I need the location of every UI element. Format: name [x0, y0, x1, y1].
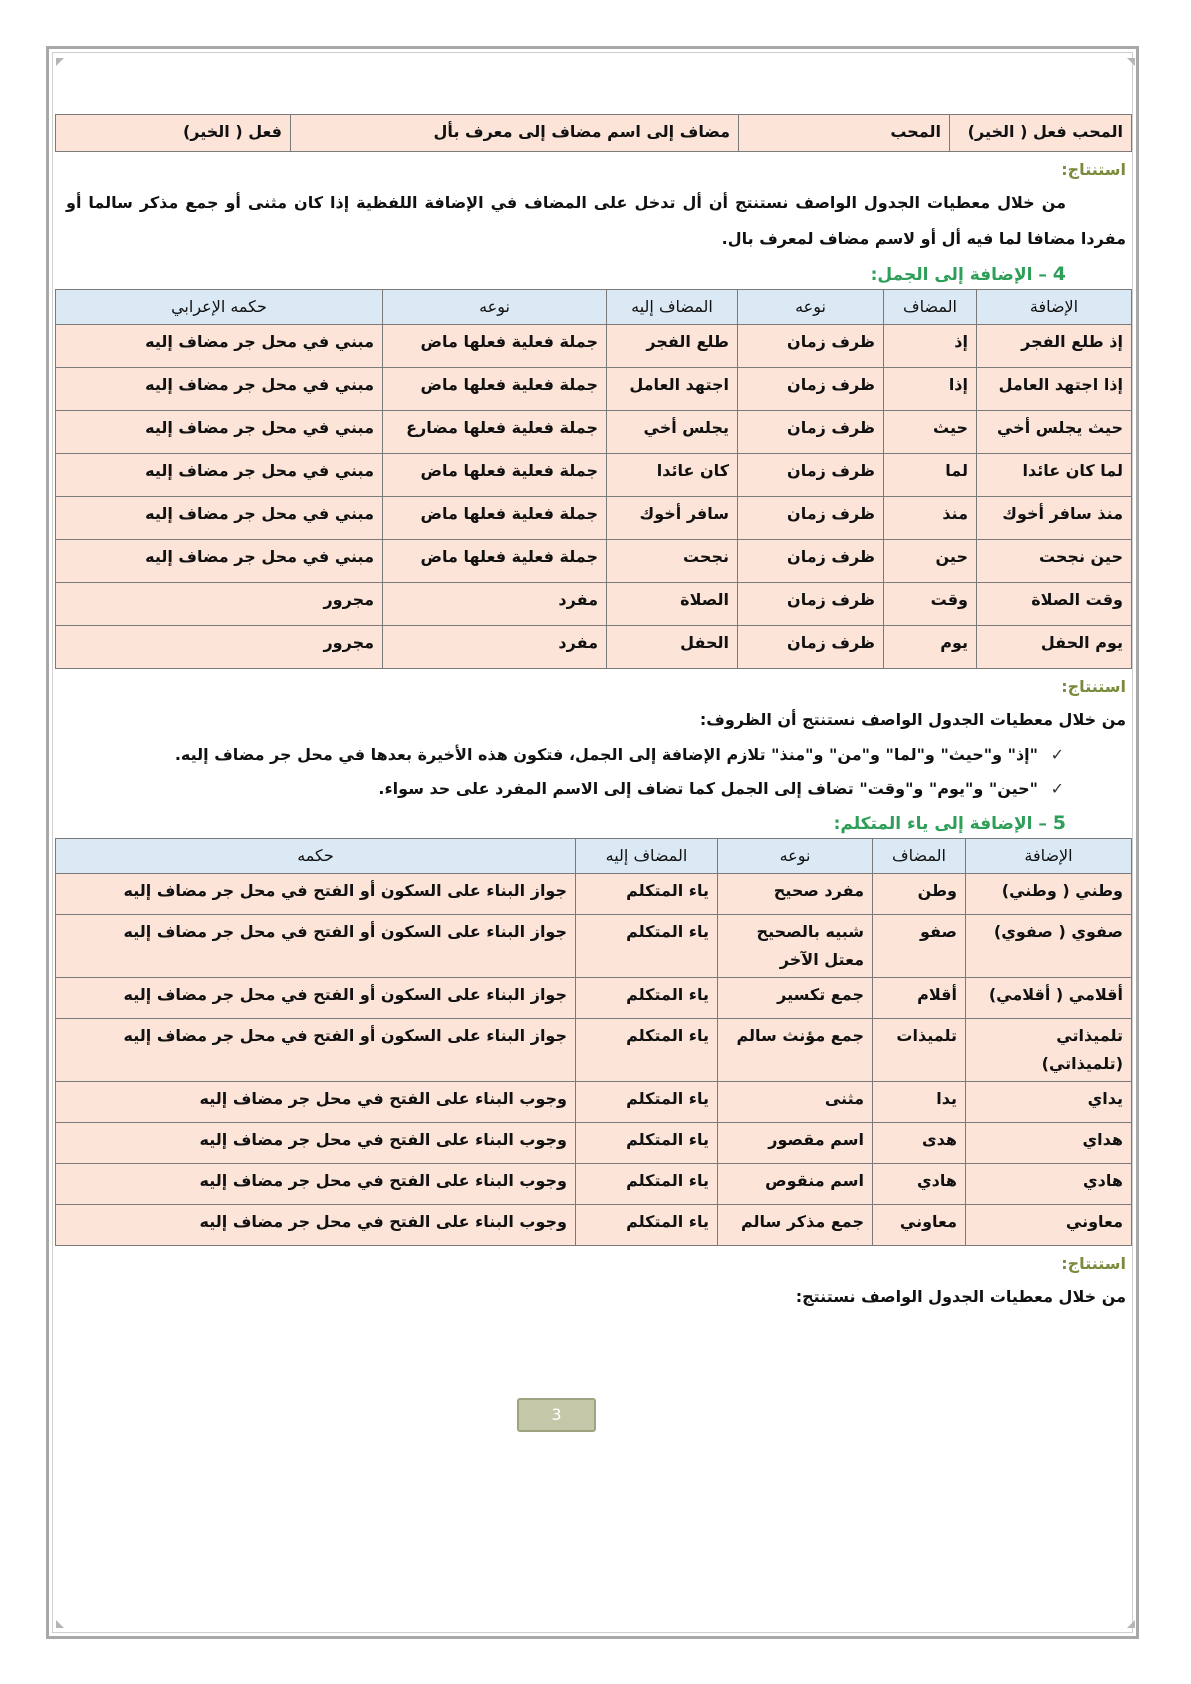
section-heading: [56, 812, 1066, 834]
table-cell: وقت الصلاة: [977, 583, 1132, 626]
table-cell: جملة فعلية فعلها ماض: [383, 497, 607, 540]
table-cell: جملة فعلية فعلها مضارع: [383, 411, 607, 454]
conclusion-intro: من خلال معطيات الجدول الواصف نستنتج أن الظروف:: [699, 710, 1126, 729]
table-row: [56, 411, 1132, 454]
column-header: المضاف إليه: [607, 290, 738, 325]
table-cell: ظرف زمان: [738, 454, 884, 497]
table-row: [56, 1123, 1132, 1164]
table-cell: مبني في محل جر مضاف إليه: [56, 497, 383, 540]
section-heading: [56, 263, 1066, 285]
table-cell: حين نجحت: [977, 540, 1132, 583]
table-cell: مبني في محل جر مضاف إليه: [56, 454, 383, 497]
table-cell: مبني في محل جر مضاف إليه: [56, 325, 383, 368]
table-cell: وقت: [884, 583, 977, 626]
table-cell: اسم منقوص: [718, 1164, 873, 1205]
table-cell: الصلاة: [607, 583, 738, 626]
table-cell: مفرد: [383, 626, 607, 669]
table-cell: معاوني: [966, 1205, 1132, 1246]
column-header: الإضافة: [977, 290, 1132, 325]
check-icon: ✓: [1050, 779, 1064, 798]
table-cell: هادي: [873, 1164, 966, 1205]
table-row: [56, 583, 1132, 626]
table-cell: تلميذاتي (تلميذاتي): [966, 1019, 1132, 1082]
table-cell: تلميذات: [873, 1019, 966, 1082]
table-cell: يجلس أخي: [607, 411, 738, 454]
conclusion-label: استنتاج:: [1061, 677, 1126, 696]
column-header: حكمه: [56, 839, 576, 874]
table-cell: مبني في محل جر مضاف إليه: [56, 368, 383, 411]
table-row: [56, 1082, 1132, 1123]
table-cell: شبيه بالصحيح معتل الآخر: [718, 915, 873, 978]
table-row: [56, 1205, 1132, 1246]
table-cell: ظرف زمان: [738, 325, 884, 368]
table-cell: المحب فعل ( الخير): [950, 115, 1132, 152]
table-cell: طلع الفجر: [607, 325, 738, 368]
table-cell: منذ سافر أخوك: [977, 497, 1132, 540]
table-row: [56, 115, 1132, 152]
table-cell: اسم مقصور: [718, 1123, 873, 1164]
table-cell: مضاف إلى اسم مضاف إلى معرف بأل: [291, 115, 739, 152]
corner-ornament: [56, 1620, 64, 1628]
table-cell: مجرور: [56, 626, 383, 669]
table-row: [56, 874, 1132, 915]
table-cell: صفوي ( صفوي): [966, 915, 1132, 978]
table-cell: يدا: [873, 1082, 966, 1123]
table-cell: ظرف زمان: [738, 411, 884, 454]
bullet-point: [56, 738, 1064, 772]
table-cell: لما كان عائدا: [977, 454, 1132, 497]
bullet-text: "إذ" و"حيث" و"لما" و"من" و"منذ" تلازم الإضافة إلى الجمل، فتكون هذه الأخيرة بعدها في محل جر مضاف إليه.: [174, 745, 1038, 764]
table-header-row: [56, 290, 1132, 325]
corner-ornament: [1127, 58, 1135, 66]
table-cell: لما: [884, 454, 977, 497]
table-cell: جملة فعلية فعلها ماض: [383, 368, 607, 411]
column-header: المضاف: [873, 839, 966, 874]
table-cell: وجوب البناء على الفتح في محل جر مضاف إليه: [56, 1205, 576, 1246]
table-idafa-ya-mutakallim: [55, 838, 1132, 1246]
table-row: [56, 454, 1132, 497]
bullet-point: [56, 772, 1064, 806]
table-cell: مفرد: [383, 583, 607, 626]
table-cell: ظرف زمان: [738, 540, 884, 583]
table-row: [56, 1019, 1132, 1082]
conclusion-label: استنتاج:: [1061, 1254, 1126, 1273]
table-cell: جمع مؤنث سالم: [718, 1019, 873, 1082]
table-cell: منذ: [884, 497, 977, 540]
table-cell: إذا: [884, 368, 977, 411]
table-cell: وجوب البناء على الفتح في محل جر مضاف إليه: [56, 1164, 576, 1205]
table-cell: جملة فعلية فعلها ماض: [383, 325, 607, 368]
table-cell: أقلامي ( أقلامي): [966, 978, 1132, 1019]
table-row: [56, 1164, 1132, 1205]
table-cell: نجحت: [607, 540, 738, 583]
table-cell: ياء المتكلم: [576, 1019, 718, 1082]
table-cell: كان عائدا: [607, 454, 738, 497]
table-cell: جواز البناء على السكون أو الفتح في محل جر مضاف إليه: [56, 874, 576, 915]
table-cell: ياء المتكلم: [576, 1164, 718, 1205]
table-cell: جملة فعلية فعلها ماض: [383, 454, 607, 497]
table-cell: ياء المتكلم: [576, 874, 718, 915]
table-cell: مفرد صحيح: [718, 874, 873, 915]
table-cell: جمع تكسير: [718, 978, 873, 1019]
table-cell: وطن: [873, 874, 966, 915]
table-row: [56, 978, 1132, 1019]
table-cell: إذا اجتهد العامل: [977, 368, 1132, 411]
table-cell: وجوب البناء على الفتح في محل جر مضاف إليه: [56, 1082, 576, 1123]
table-row: [56, 540, 1132, 583]
column-header: نوعه: [718, 839, 873, 874]
table-cell: يوم الحفل: [977, 626, 1132, 669]
table-cell: فعل ( الخير): [56, 115, 291, 152]
table-cell: ظرف زمان: [738, 497, 884, 540]
table-cell: حين: [884, 540, 977, 583]
table-cell: ظرف زمان: [738, 368, 884, 411]
page-content: [56, 114, 1132, 1315]
table-cell: يوم: [884, 626, 977, 669]
page-number: 3: [517, 1398, 596, 1432]
section-title: – الإضافة إلى ياء المتكلم:: [833, 814, 1047, 834]
table-cell: ظرف زمان: [738, 626, 884, 669]
table-cell: إذ طلع الفجر: [977, 325, 1132, 368]
table-cell: صفو: [873, 915, 966, 978]
table-cell: جواز البناء على السكون أو الفتح في محل جر مضاف إليه: [56, 978, 576, 1019]
corner-ornament: [1127, 1620, 1135, 1628]
table-lafdhiya-tail: [55, 114, 1132, 152]
section-number: 4: [1052, 263, 1066, 285]
column-header: نوعه: [383, 290, 607, 325]
table-header-row: [56, 839, 1132, 874]
table-cell: جواز البناء على السكون أو الفتح في محل جر مضاف إليه: [56, 1019, 576, 1082]
table-cell: إذ: [884, 325, 977, 368]
column-header: حكمه الإعرابي: [56, 290, 383, 325]
table-cell: ياء المتكلم: [576, 1082, 718, 1123]
table-cell: جملة فعلية فعلها ماض: [383, 540, 607, 583]
section-number: 5: [1052, 812, 1066, 834]
section-title: – الإضافة إلى الجمل:: [870, 265, 1047, 285]
table-cell: ياء المتكلم: [576, 1205, 718, 1246]
table-cell: مبني في محل جر مضاف إليه: [56, 540, 383, 583]
table-cell: ظرف زمان: [738, 583, 884, 626]
table-cell: هداي: [966, 1123, 1132, 1164]
table-cell: ياء المتكلم: [576, 978, 718, 1019]
table-cell: المحب: [739, 115, 950, 152]
table-cell: سافر أخوك: [607, 497, 738, 540]
table-cell: وجوب البناء على الفتح في محل جر مضاف إليه: [56, 1123, 576, 1164]
column-header: الإضافة: [966, 839, 1132, 874]
corner-ornament: [56, 58, 64, 66]
conclusion-paragraph: من خلال معطيات الجدول الواصف نستنتج أن أل تدخل على المضاف في الإضافة اللفظية إذا كان مثنى أو جمع مذكر سالما أو مفردا مضافا لما فيه أل أو لاسم مضاف لمعرف بال.: [66, 193, 1126, 248]
conclusion-intro: من خلال معطيات الجدول الواصف نستنتج:: [795, 1287, 1126, 1306]
column-header: المضاف إليه: [576, 839, 718, 874]
table-cell: جمع مذكر سالم: [718, 1205, 873, 1246]
bullet-text: "حين" و"يوم" و"وقت" تضاف إلى الجمل كما تضاف إلى الاسم المفرد على حد سواء.: [378, 779, 1038, 798]
table-cell: حيث: [884, 411, 977, 454]
table-row: [56, 368, 1132, 411]
table-cell: يداي: [966, 1082, 1132, 1123]
table-cell: مبني في محل جر مضاف إليه: [56, 411, 383, 454]
table-row: [56, 626, 1132, 669]
table-idafa-jumal: [55, 289, 1132, 669]
check-icon: ✓: [1050, 745, 1064, 764]
table-cell: هادي: [966, 1164, 1132, 1205]
table-row: [56, 497, 1132, 540]
table-cell: مجرور: [56, 583, 383, 626]
table-cell: معاوني: [873, 1205, 966, 1246]
table-cell: الحفل: [607, 626, 738, 669]
table-cell: حيث يجلس أخي: [977, 411, 1132, 454]
column-header: المضاف: [884, 290, 977, 325]
table-cell: اجتهد العامل: [607, 368, 738, 411]
table-row: [56, 325, 1132, 368]
table-cell: هدى: [873, 1123, 966, 1164]
table-cell: ياء المتكلم: [576, 915, 718, 978]
table-cell: أقلام: [873, 978, 966, 1019]
table-cell: ياء المتكلم: [576, 1123, 718, 1164]
table-cell: مثنى: [718, 1082, 873, 1123]
table-cell: وطني ( وطني): [966, 874, 1132, 915]
column-header: نوعه: [738, 290, 884, 325]
conclusion-label: استنتاج:: [1061, 160, 1126, 179]
table-row: [56, 915, 1132, 978]
table-cell: جواز البناء على السكون أو الفتح في محل جر مضاف إليه: [56, 915, 576, 978]
